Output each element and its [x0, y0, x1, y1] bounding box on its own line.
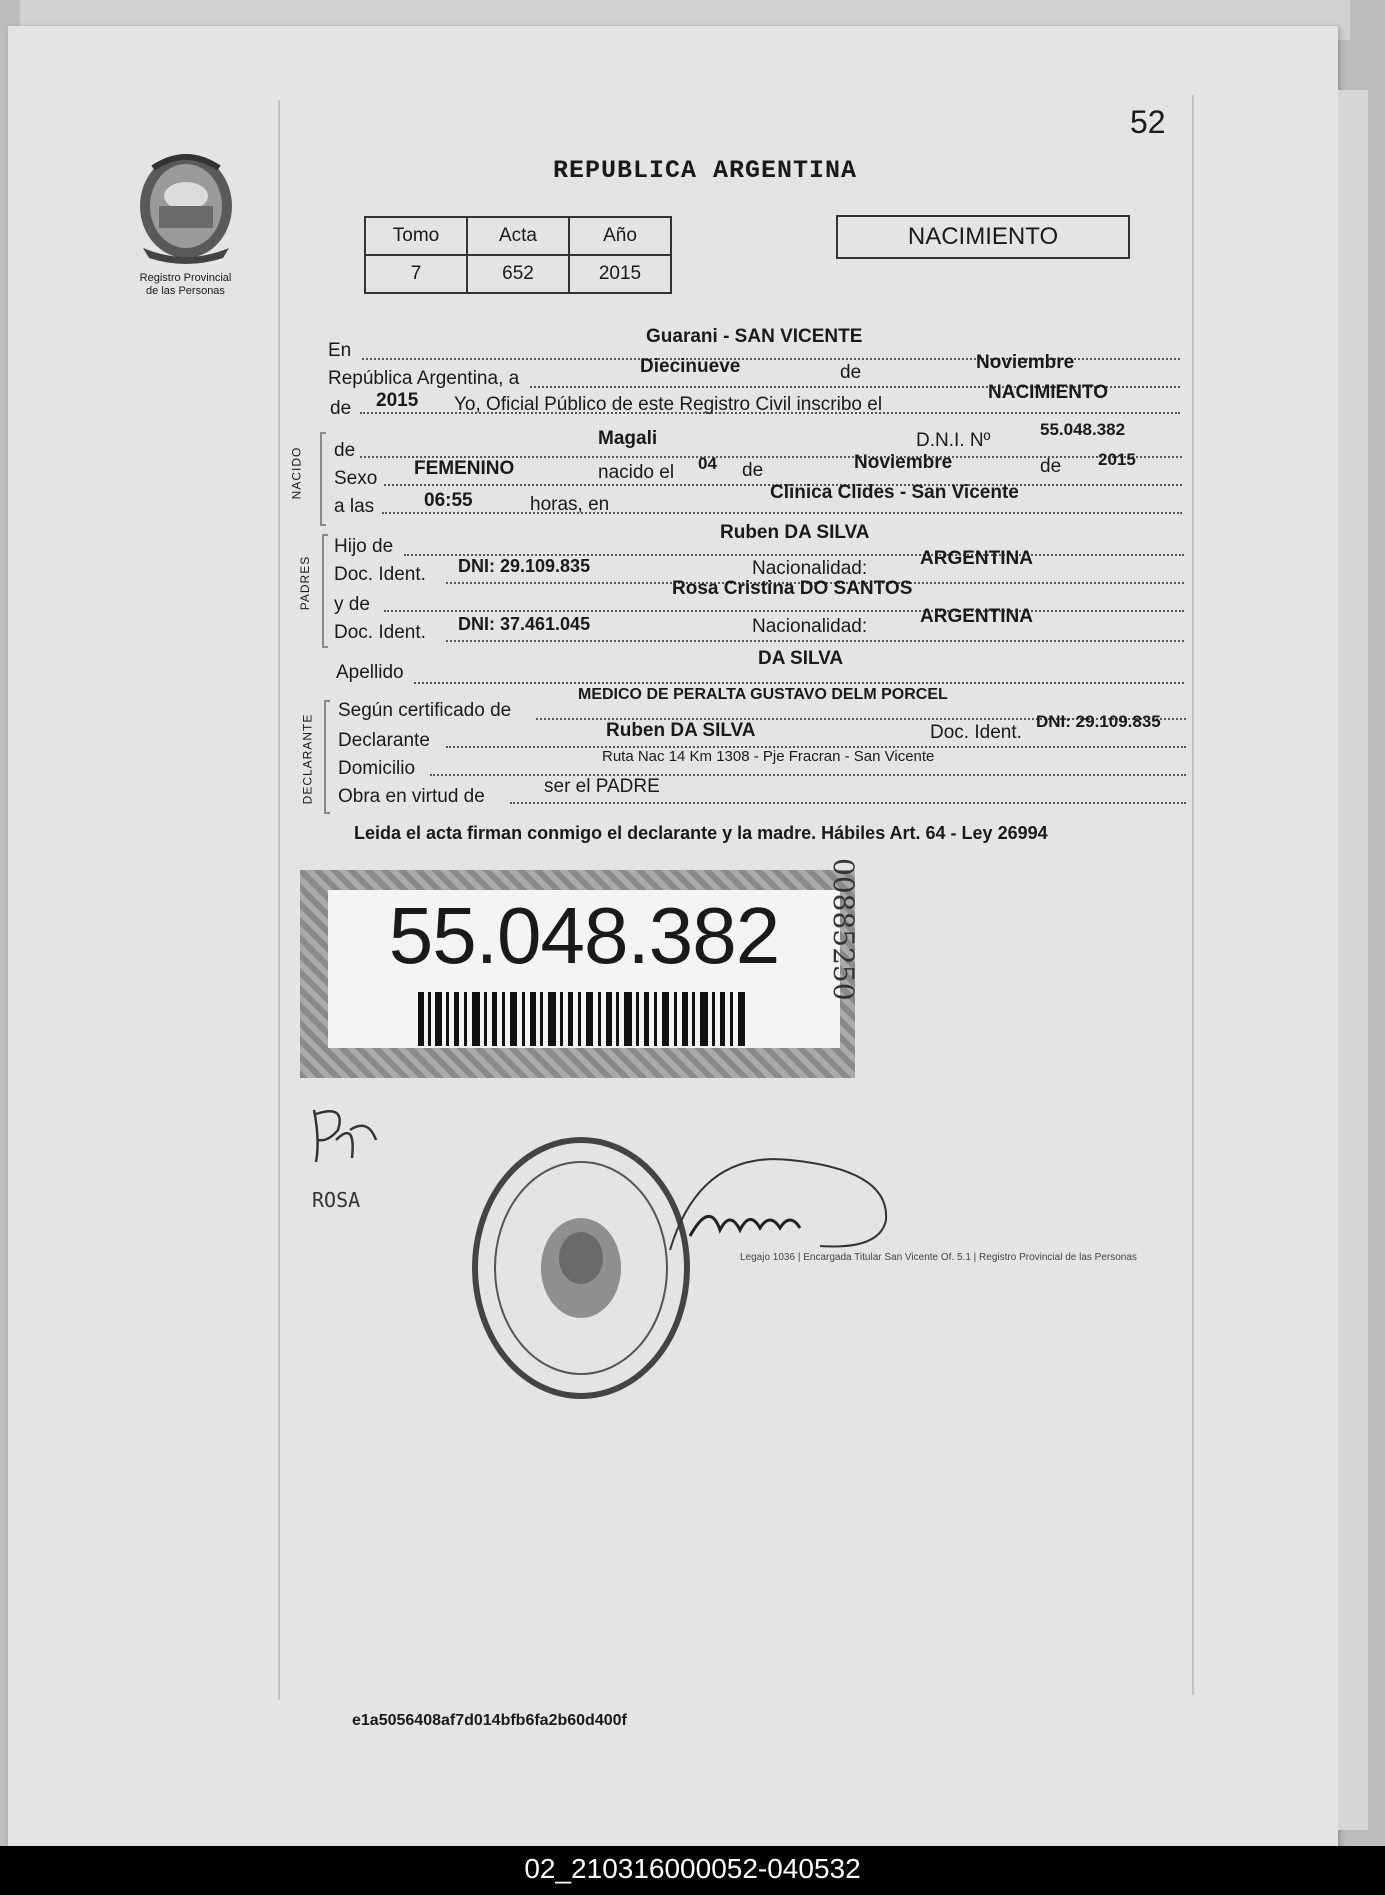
en-label: En [328, 340, 352, 361]
doc-label: Doc. Ident. [334, 564, 426, 585]
record-table [364, 216, 672, 294]
registry-name-line1: Registro Provincial [139, 272, 232, 284]
horas-label: horas, en [530, 494, 610, 515]
declarant-signature-icon [306, 1100, 386, 1180]
act-type-value: NACIMIENTO [988, 382, 1108, 403]
apellido-value: DA SILVA [758, 648, 844, 669]
oficial-text: Yo, Oficial Público de este Registro Civil inscribo el [454, 394, 883, 415]
page-title: REPUBLICA ARGENTINA [553, 156, 858, 185]
barcode-icon [418, 992, 748, 1046]
de-label: de [742, 460, 764, 481]
birth-year: 2015 [1098, 450, 1136, 469]
value-ano: 2015 [569, 255, 671, 293]
obra-label: Obra en virtud de [338, 786, 485, 807]
closing-note: Leida el acta firman conmigo el declarante y la madre. Hábiles Art. 64 - Ley 26994 [354, 823, 1048, 843]
declarante-label: Declarante [338, 730, 430, 751]
father-nationality: ARGENTINA [920, 548, 1033, 569]
dni-label: D.N.I. Nº [916, 430, 991, 451]
dni-sticker-number: 55.048.382 [388, 891, 780, 980]
registry-name [118, 272, 253, 298]
de-label: de [334, 440, 356, 461]
day-value: Diecinueve [640, 356, 741, 377]
father-doc: DNI: 29.109.835 [458, 556, 591, 576]
birth-place: Clinica Clides - San Vicente [770, 482, 1019, 503]
header-acta: Acta [467, 217, 569, 255]
document-hash: e1a5056408af7d014bfb6fa2b60d400f [352, 1712, 627, 1729]
father-name: Ruben DA SILVA [720, 522, 870, 543]
location-value: Guarani - SAN VICENTE [646, 326, 863, 347]
handwritten-number: 00885250 [827, 858, 860, 1001]
header-ano: Año [569, 217, 671, 255]
dotted-line [382, 512, 1182, 514]
record-type-box: NACIMIENTO [836, 215, 1130, 259]
side-label-declarante: DECLARANTE [300, 713, 315, 805]
hijo-label: Hijo de [334, 536, 394, 557]
obra-value: ser el PADRE [544, 776, 660, 797]
footer-id-bar: 02_210316000052-040532 [0, 1846, 1385, 1895]
registry-name-line2: de las Personas [146, 285, 225, 297]
dotted-line [384, 610, 1184, 612]
mother-doc: DNI: 37.461.045 [458, 614, 591, 634]
mother-name: Rosa Cristina DO SANTOS [672, 578, 913, 599]
child-name: Magali [598, 428, 658, 449]
nacido-label: nacido el [598, 462, 675, 483]
apellido-label: Apellido [336, 662, 404, 683]
birth-month: Noviembre [854, 452, 953, 473]
official-signature-icon [660, 1140, 910, 1270]
republica-label: República Argentina, a [328, 368, 520, 389]
a-las-label: a las [334, 496, 375, 517]
side-label-nacido: NACIDO [289, 446, 304, 500]
domicilio-value: Ruta Nac 14 Km 1308 - Pje Fracran - San Vicente [602, 748, 935, 765]
declarante-name: Ruben DA SILVA [606, 720, 756, 741]
birth-day: 04 [698, 454, 717, 473]
dni-sticker [300, 870, 855, 1078]
de-label: de [840, 362, 862, 383]
de-label: de [330, 398, 352, 419]
section-bracket [320, 432, 326, 526]
sexo-value: FEMENINO [414, 458, 515, 479]
y-de-label: y de [334, 594, 370, 615]
nacionalidad-label: Nacionalidad: [752, 558, 868, 579]
page-number: 52 [1130, 104, 1166, 140]
right-margin-line [1192, 95, 1194, 1695]
side-label-padres: PADRES [298, 555, 313, 611]
nacionalidad-label: Nacionalidad: [752, 616, 868, 637]
birth-time: 06:55 [424, 490, 473, 511]
table-header-row [365, 217, 671, 255]
provincial-seal-icon [133, 148, 239, 264]
mother-nationality: ARGENTINA [920, 606, 1033, 627]
dotted-line [414, 682, 1184, 684]
dotted-line [446, 640, 1184, 642]
certificado-label: Según certificado de [338, 700, 512, 721]
de-label: de [1040, 456, 1062, 477]
official-stamp-text: Legajo 1036 | Encargada Titular San Vicente Of. 5.1 | Registro Provincial de las Personas [740, 1252, 1137, 1263]
domicilio-label: Domicilio [338, 758, 416, 779]
table-row [365, 255, 671, 293]
doc-label: Doc. Ident. [334, 622, 426, 643]
value-acta: 652 [467, 255, 569, 293]
doc-label: Doc. Ident. [930, 722, 1022, 743]
declarante-doc: DNI: 29.109.835 [1036, 712, 1161, 731]
stacked-pages-edge [1338, 90, 1368, 1830]
value-tomo: 7 [365, 255, 467, 293]
header-tomo: Tomo [365, 217, 467, 255]
dotted-line [510, 802, 1186, 804]
section-bracket [322, 534, 328, 648]
certificado-value: MEDICO DE PERALTA GUSTAVO DELM PORCEL [578, 686, 948, 703]
dni-sticker-inner [328, 890, 840, 1048]
section-bracket [324, 700, 330, 814]
year-value: 2015 [376, 390, 419, 411]
sexo-label: Sexo [334, 468, 378, 489]
handwritten-name: ROSA [312, 1188, 361, 1212]
child-dni: 55.048.382 [1040, 420, 1126, 439]
month-value: Noviembre [976, 352, 1075, 373]
left-margin-line [278, 100, 280, 1700]
